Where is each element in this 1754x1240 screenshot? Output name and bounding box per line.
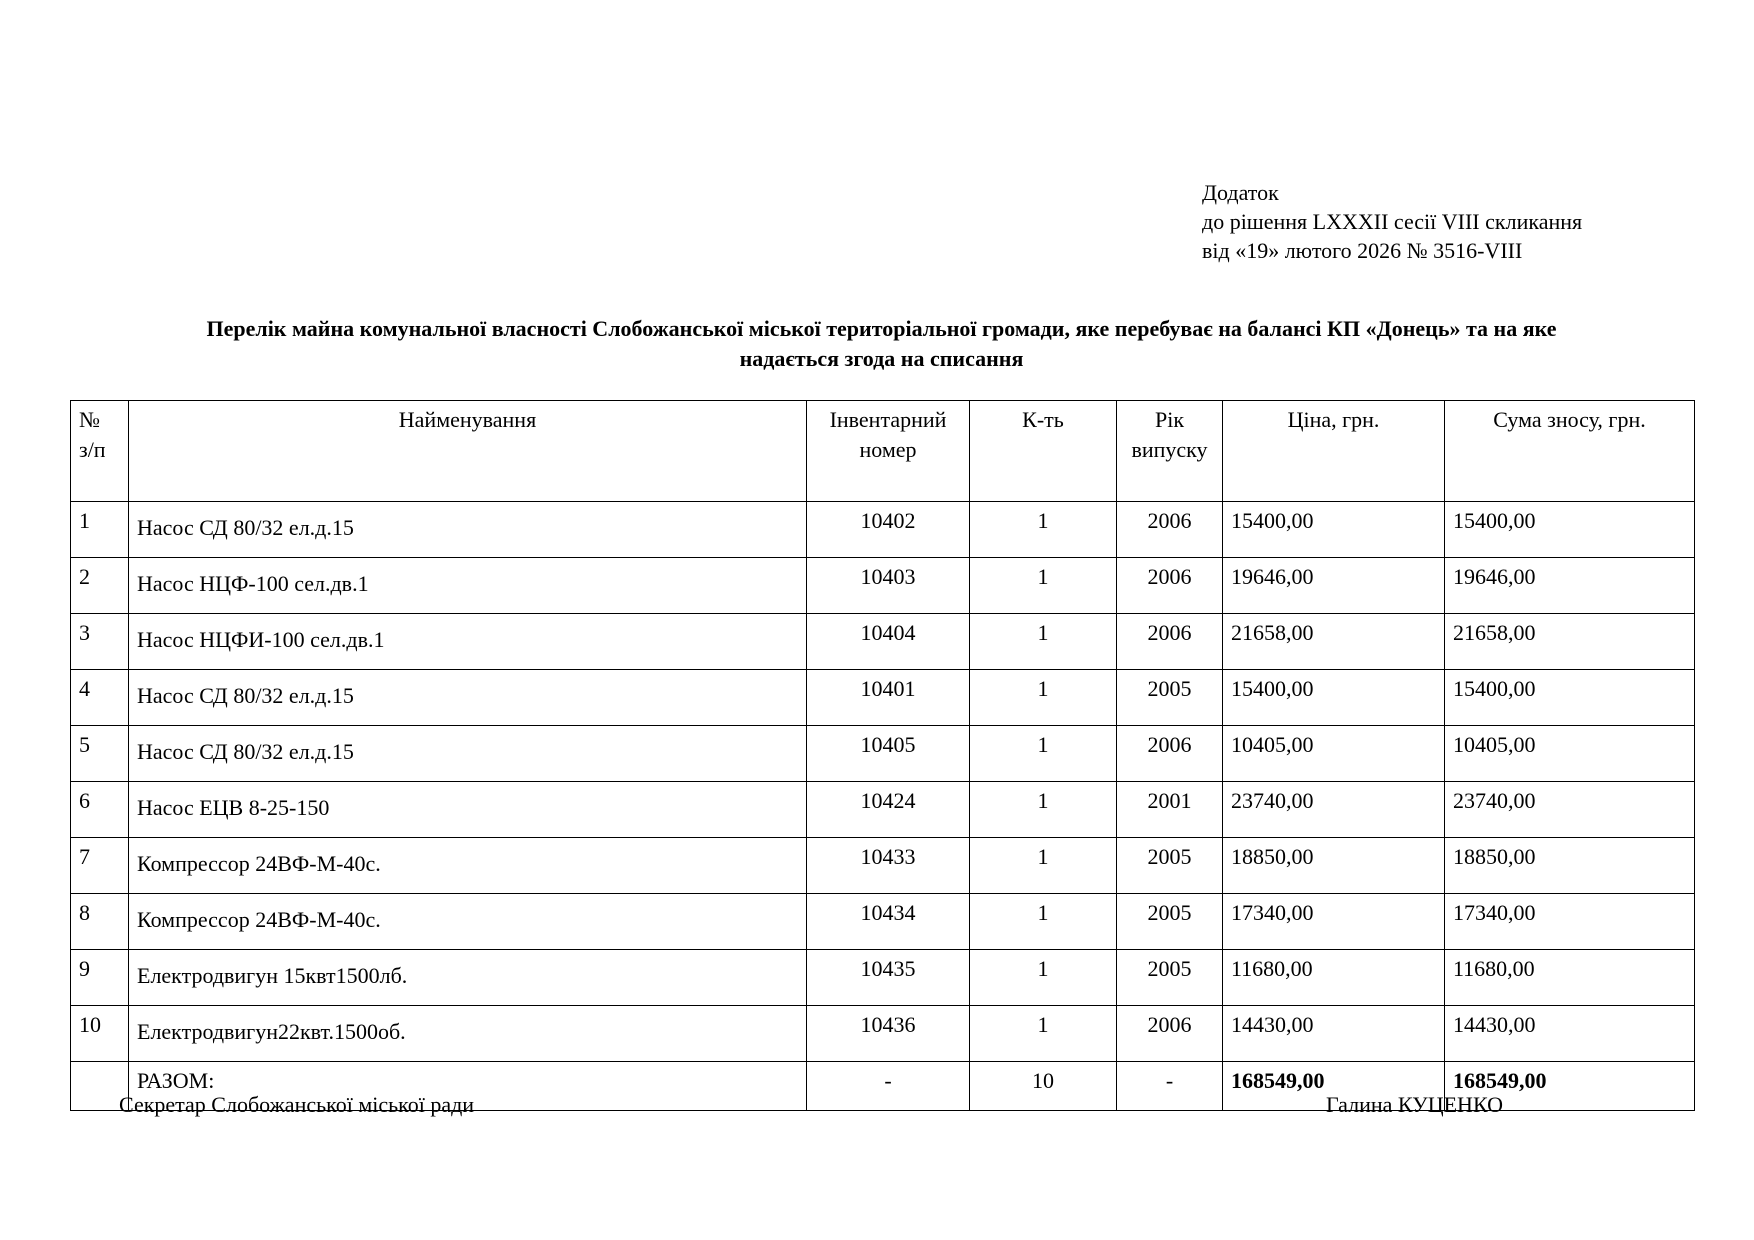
cell-price: 21658,00 — [1223, 614, 1445, 670]
cell-price: 10405,00 — [1223, 726, 1445, 782]
cell-name: Насос ЕЦВ 8-25-150 — [129, 782, 807, 838]
table-row — [71, 782, 1695, 838]
cell-inv: 10401 — [807, 670, 970, 726]
cell-price: 17340,00 — [1223, 894, 1445, 950]
cell-year: 2006 — [1117, 726, 1223, 782]
cell-name: Компрессор 24ВФ-М-40с. — [129, 838, 807, 894]
cell-qty: 1 — [970, 558, 1117, 614]
title-line-1: Перелік майна комунальної власності Слобожанської міської територіальної громади, яке перебуває на балансі КП «Донець» та на яке — [206, 316, 1557, 341]
total-price: 168549,00 — [1223, 1062, 1445, 1111]
cell-name: Електродвигун22квт.1500об. — [129, 1006, 807, 1062]
cell-inv: 10424 — [807, 782, 970, 838]
cell-num: 2 — [71, 558, 129, 614]
cell-year: 2005 — [1117, 838, 1223, 894]
cell-inv: 10436 — [807, 1006, 970, 1062]
annex-block — [1202, 178, 1582, 265]
total-year: - — [1117, 1062, 1223, 1111]
cell-inv: 10433 — [807, 838, 970, 894]
cell-qty: 1 — [970, 838, 1117, 894]
cell-year: 2005 — [1117, 950, 1223, 1006]
cell-price: 14430,00 — [1223, 1006, 1445, 1062]
cell-num: 3 — [71, 614, 129, 670]
cell-inv: 10435 — [807, 950, 970, 1006]
table-row — [71, 894, 1695, 950]
annex-label: Додаток — [1202, 180, 1279, 205]
cell-qty: 1 — [970, 614, 1117, 670]
cell-depr: 23740,00 — [1445, 782, 1695, 838]
table-row — [71, 558, 1695, 614]
signature-position: Секретар Слобожанської міської ради — [119, 1092, 475, 1117]
cell-num: 10 — [71, 1006, 129, 1062]
cell-year: 2001 — [1117, 782, 1223, 838]
cell-num: 4 — [71, 670, 129, 726]
cell-name: Електродвигун 15квт1500лб. — [129, 950, 807, 1006]
cell-inv: 10404 — [807, 614, 970, 670]
cell-depr: 15400,00 — [1445, 502, 1695, 558]
cell-price: 15400,00 — [1223, 502, 1445, 558]
cell-depr: 14430,00 — [1445, 1006, 1695, 1062]
cell-depr: 17340,00 — [1445, 894, 1695, 950]
total-qty: 10 — [970, 1062, 1117, 1111]
table-row — [71, 670, 1695, 726]
total-inv: - — [807, 1062, 970, 1111]
header-name: Найменування — [129, 401, 807, 502]
cell-num: 5 — [71, 726, 129, 782]
cell-inv: 10402 — [807, 502, 970, 558]
document-title — [70, 314, 1693, 374]
cell-qty: 1 — [970, 782, 1117, 838]
cell-num: 8 — [71, 894, 129, 950]
cell-name: Насос НЦФ-100 сел.дв.1 — [129, 558, 807, 614]
cell-price: 23740,00 — [1223, 782, 1445, 838]
cell-qty: 1 — [970, 950, 1117, 1006]
cell-depr: 19646,00 — [1445, 558, 1695, 614]
cell-depr: 15400,00 — [1445, 670, 1695, 726]
cell-year: 2006 — [1117, 502, 1223, 558]
cell-qty: 1 — [970, 502, 1117, 558]
table-row — [71, 950, 1695, 1006]
cell-year: 2006 — [1117, 1006, 1223, 1062]
cell-price: 15400,00 — [1223, 670, 1445, 726]
cell-depr: 11680,00 — [1445, 950, 1695, 1006]
cell-num: 7 — [71, 838, 129, 894]
cell-inv: 10405 — [807, 726, 970, 782]
header-quantity: К-ть — [970, 401, 1117, 502]
header-price: Ціна, грн. — [1223, 401, 1445, 502]
header-year: Рік випуску — [1117, 401, 1223, 502]
cell-price: 18850,00 — [1223, 838, 1445, 894]
cell-qty: 1 — [970, 1006, 1117, 1062]
cell-qty: 1 — [970, 726, 1117, 782]
table-row — [71, 614, 1695, 670]
cell-name: Насос НЦФИ-100 сел.дв.1 — [129, 614, 807, 670]
table-header-row — [71, 401, 1695, 502]
cell-name: Насос СД 80/32 ел.д.15 — [129, 670, 807, 726]
cell-qty: 1 — [970, 894, 1117, 950]
table-row — [71, 838, 1695, 894]
cell-name: Насос СД 80/32 ел.д.15 — [129, 726, 807, 782]
cell-num: 6 — [71, 782, 129, 838]
property-table — [70, 400, 1695, 1111]
table-row — [71, 502, 1695, 558]
cell-year: 2006 — [1117, 614, 1223, 670]
title-line-2: надається згода на списання — [739, 346, 1024, 371]
cell-depr: 10405,00 — [1445, 726, 1695, 782]
cell-year: 2006 — [1117, 558, 1223, 614]
cell-num: 1 — [71, 502, 129, 558]
signature-name: Галина КУЦЕНКО — [1326, 1092, 1503, 1117]
table-row — [71, 1006, 1695, 1062]
cell-inv: 10434 — [807, 894, 970, 950]
table-row — [71, 726, 1695, 782]
cell-year: 2005 — [1117, 894, 1223, 950]
cell-name: Компрессор 24ВФ-М-40с. — [129, 894, 807, 950]
header-depreciation: Сума зносу, грн. — [1445, 401, 1695, 502]
cell-name: Насос СД 80/32 ел.д.15 — [129, 502, 807, 558]
cell-price: 11680,00 — [1223, 950, 1445, 1006]
header-inventory: Інвентарний номер — [807, 401, 970, 502]
cell-num: 9 — [71, 950, 129, 1006]
cell-depr: 21658,00 — [1445, 614, 1695, 670]
header-num: № з/п — [71, 401, 129, 502]
annex-date-number: від «19» лютого 2026 № 3516-VIII — [1202, 238, 1523, 263]
cell-price: 19646,00 — [1223, 558, 1445, 614]
cell-qty: 1 — [970, 670, 1117, 726]
cell-inv: 10403 — [807, 558, 970, 614]
cell-depr: 18850,00 — [1445, 838, 1695, 894]
total-label: РАЗОМ: — [129, 1062, 807, 1111]
total-depr: 168549,00 — [1445, 1062, 1695, 1111]
cell-year: 2005 — [1117, 670, 1223, 726]
annex-decision: до рішення LXXXII сесії VIII скликання — [1202, 209, 1583, 234]
